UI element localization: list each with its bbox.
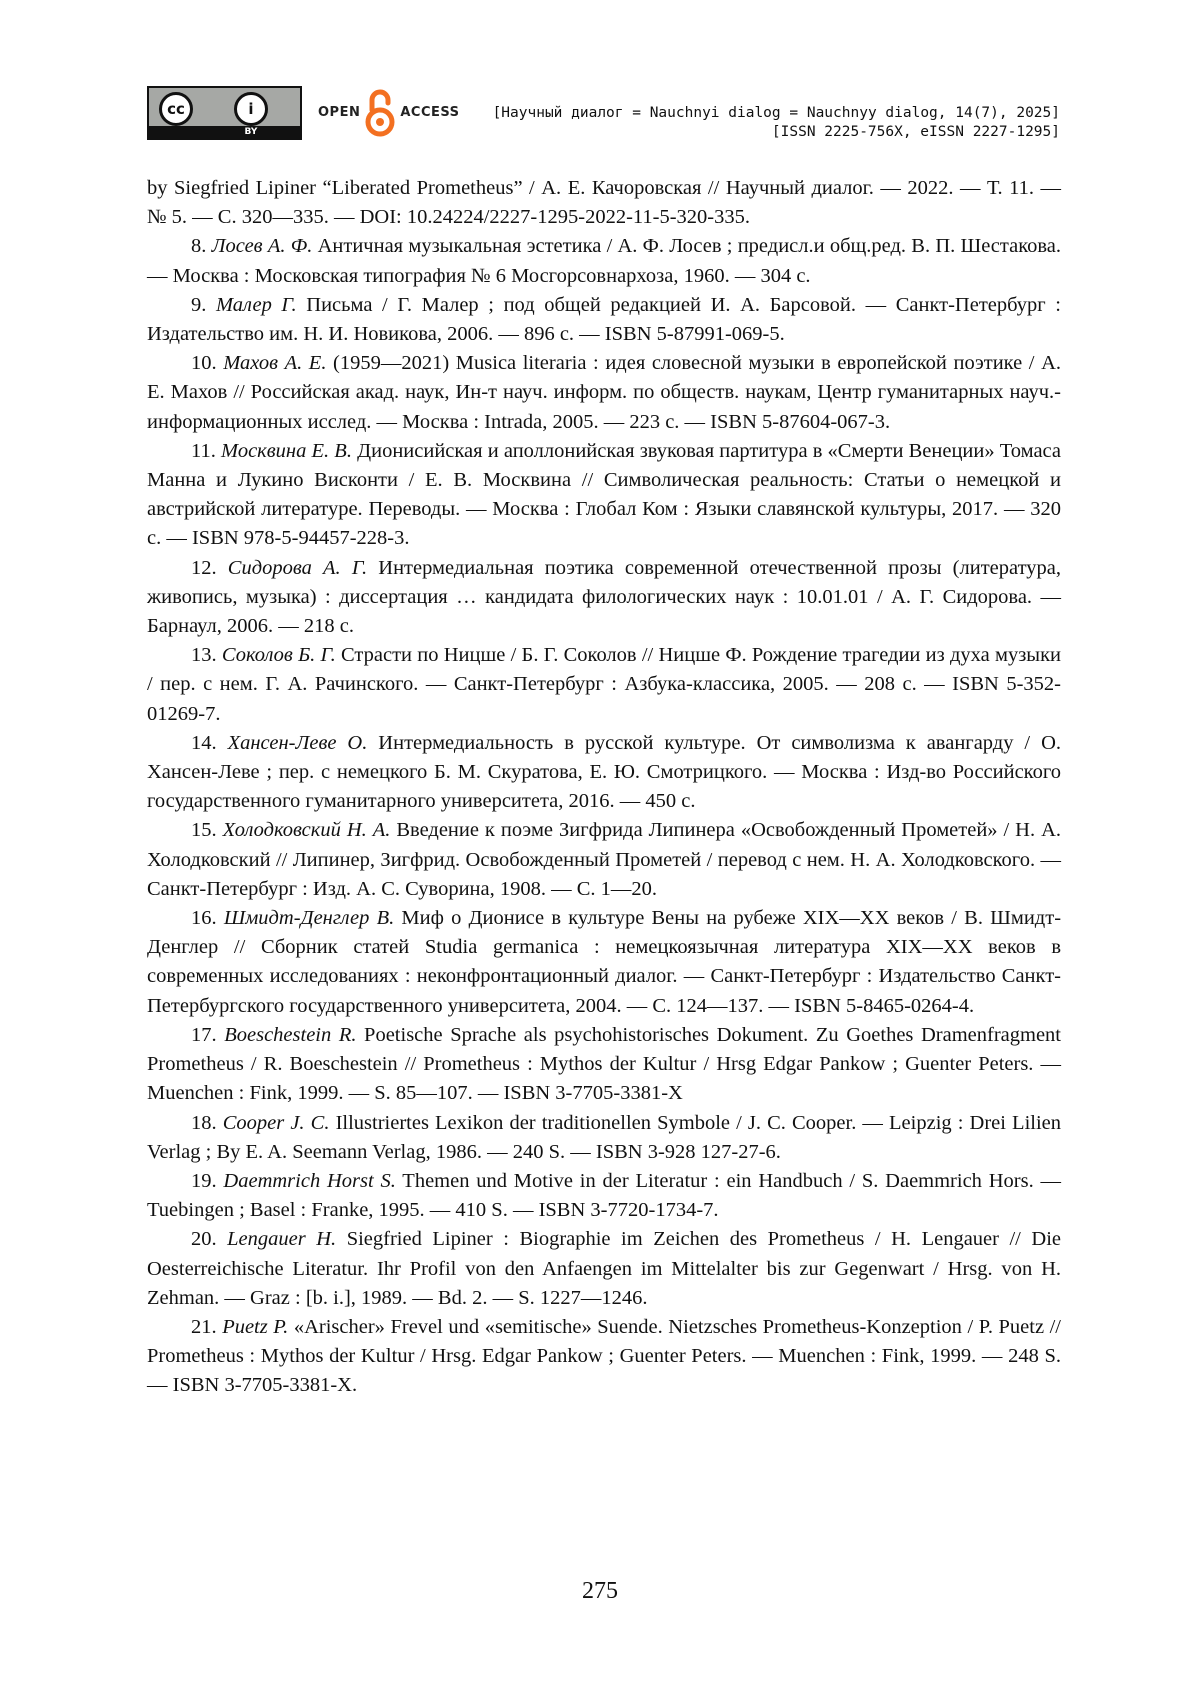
reference-entry	[147, 816, 1061, 904]
reference-text: Siegfried Lipiner : Biographie im Zeichen des Prometheus / H. Lengauer // Die Oesterreichische Literatur. Ihr Profil von den Anfaengen im Mittelalter bis zur Gegenwart / Hrsg. von H. Zehman. — Graz : [b. i.], 1989. — Bd. 2. — S. 1227—1246.	[147, 1228, 1061, 1309]
reference-author: Cooper J. C.	[222, 1111, 330, 1134]
reference-entry	[147, 729, 1061, 817]
reference-author: Малер Г.	[215, 293, 297, 316]
reference-number: 18.	[191, 1111, 217, 1134]
creative-commons-icon: cc	[159, 92, 193, 126]
reference-text: Античная музыкальная эстетика / А. Ф. Лосев ; предисл.и общ.ред. В. П. Шестакова. — Москва : Московская типография № 6 Мосгорсовнархоза, 1960. — 304 с.	[147, 235, 1062, 287]
reference-number: 10.	[191, 352, 217, 375]
reference-author: Daemmrich Horst S.	[223, 1169, 396, 1192]
reference-entry	[147, 1313, 1061, 1401]
reference-entry	[147, 291, 1061, 349]
page-number: 275	[582, 1578, 618, 1604]
reference-entry	[147, 437, 1061, 554]
reference-entry	[147, 554, 1061, 642]
reference-text: Письма / Г. Малер ; под общей редакцией И. А. Барсовой. — Санкт-Петербург : Издательство им. Н. И. Новикова, 2006. — 896 с. — ISBN 5-87991-069-5.	[147, 293, 1061, 346]
journal-issn: [ISSN 2225-756X, eISSN 2227-1295]	[771, 124, 1060, 140]
journal-citation: [Научный диалог = Nauchnyi dialog = Nauchnyy dialog, 14(7), 2025]	[492, 105, 1060, 121]
reference-entry	[147, 1225, 1061, 1313]
reference-author: Puetz P.	[222, 1315, 289, 1338]
open-access-lock-icon	[363, 86, 397, 138]
reference-text: Дионисийская и аполлонийская звуковая партитура в «Смерти Венеции» Томаса Манна и Лукино Висконти / Е. В. Москвина // Символическая реальность: Статьи о немецкой и австрийской литературе. Переводы. — Москва : Глобал Ком : Языки славянской культуры, 2017. — 320 с. — ISBN 978-5-94457-228-3.	[147, 439, 1061, 550]
reference-continuation: by Siegfried Lipiner “Liberated Prometheus” / А. Е. Качоровская // Научный диалог. — 2022. — Т. 11. — № 5. — С. 320—335. — DOI: 10.24224/2227-1295-2022-11-5-320-335.	[147, 177, 1061, 229]
reference-author: Lengauer H.	[227, 1228, 337, 1251]
reference-number: 8.	[191, 235, 207, 258]
open-access-logo	[318, 86, 460, 138]
reference-entry	[147, 232, 1061, 290]
reference-author: Москвина Е. В.	[221, 439, 352, 462]
attribution-icon: i	[234, 92, 268, 126]
reference-text: Введение к поэме Зигфрида Липинера «Освобожденный Прометей» / Н. А. Холодковский // Липинер, Зигфрид. Освобожденный Прометей / перевод с нем. Н. А. Холодковского. — Санкт-Петербург : Изд. А. С. Суворина, 1908. — С. 1—20.	[147, 819, 1062, 900]
reference-entry	[147, 641, 1061, 729]
license-label: BY	[244, 127, 258, 137]
reference-number: 12.	[191, 556, 217, 579]
reference-text: Themen und Motive in der Literatur : ein Handbuch / S. Daemmrich Hors. — Tuebingen ; Basel : Franke, 1995. — 410 S. — ISBN 3-7720-1734-7.	[147, 1169, 1061, 1222]
reference-list	[147, 174, 1061, 1401]
reference-author: Соколов Б. Г.	[221, 644, 336, 667]
reference-number: 21.	[191, 1315, 217, 1338]
reference-author: Сидорова А. Г.	[227, 556, 368, 579]
reference-author: Махов А. Е.	[223, 352, 327, 375]
reference-author: Boeschestein R.	[224, 1023, 357, 1046]
reference-number: 19.	[191, 1169, 217, 1192]
reference-entry	[147, 904, 1061, 1021]
journal-info	[493, 104, 1060, 142]
reference-text: (1959—2021) Musica literaria : идея словесной музыки в европейской поэтике / А. Е. Махов // Российская акад. наук, Ин-т науч. информ. по обществ. наукам, Центр гуманитарных науч.-информационных исслед. — Москва : Intrada, 2005. — 223 с. — ISBN 5-87604-067-3.	[147, 352, 1062, 433]
reference-text: «Arischer» Frevel und «semitische» Suende. Nietzsches Prometheus-Konzeption / P. Puetz // Prometheus : Mythos der Kultur / Hrsg. Edgar Pankow ; Guenter Peters. — Muenchen : Fink, 1999. — 248 S. — ISBN 3-7705-3381-X.	[147, 1315, 1062, 1397]
cc-by-license-badge	[147, 86, 302, 140]
reference-entry	[147, 1021, 1061, 1109]
reference-number: 17.	[191, 1023, 217, 1046]
reference-entry	[147, 349, 1061, 437]
reference-entry	[147, 1167, 1061, 1225]
reference-number: 15.	[191, 819, 217, 842]
reference-number: 20.	[191, 1228, 217, 1251]
reference-text: Poetische Sprache als psychohistorisches Dokument. Zu Goethes Dramenfragment Prometheus / R. Boeschestein // Prometheus : Mythos der Kultur / Hrsg Edgar Pankow ; Guenter Peters. — Muenchen : Fink, 1999. — S. 85—107. — ISBN 3-7705-3381-X	[147, 1023, 1061, 1105]
reference-text: Интермедиальность в русской культуре. От символизма к авангарду / О. Хансен-Леве ; пер. с немецкого Б. М. Скуратова, Е. Ю. Смотрицкого. — Москва : Изд-во Российского государственного гуманитарного университета, 2016. — 450 с.	[147, 731, 1062, 813]
reference-author: Холодковский Н. А.	[222, 819, 391, 842]
reference-number: 14.	[191, 731, 217, 754]
reference-number: 16.	[191, 907, 217, 930]
reference-text: Миф о Дионисе в культуре Вены на рубеже XIX—XX веков / В. Шмидт-Денглер // Сборник статей Studia germanica : немецкоязычная литература XIX—XX веков в современных исследованиях : неконфронтационный диалог. — Санкт-Петербург : Издательство Санкт-Петербургского государственного университета, 2004. — С. 124—137. — ISBN 5-8465-0264-4.	[147, 907, 1062, 1017]
reference-number: 9.	[191, 293, 207, 316]
reference-text: Интермедиальная поэтика современной отечественной прозы (литература, живопись, музыка) : диссертация … кандидата филологических наук : 10.01.01 / А. Г. Сидорова. — Барнаул, 2006. — 218 с.	[147, 556, 1061, 638]
reference-number: 11.	[191, 439, 216, 462]
reference-number: 13.	[191, 644, 217, 667]
license-bar	[149, 126, 300, 138]
reference-author: Хансен-Леве О.	[227, 731, 368, 754]
open-access-word-access: ACCESS	[400, 104, 460, 120]
reference-text: Illustriertes Lexikon der traditionellen Symbole / J. C. Cooper. — Leipzig : Drei Lilien Verlag ; By E. A. Seemann Verlag, 1986. — 240 S. — ISBN 3-928 127-27-6.	[147, 1111, 1062, 1163]
reference-author: Лосев А. Ф.	[211, 235, 313, 258]
reference-text: Страсти по Ницше / Б. Г. Соколов // Ницше Ф. Рождение трагедии из духа музыки / пер. с нем. Г. А. Рачинского. — Санкт-Петербург : Азбука-классика, 2005. — 208 с. — ISBN 5-352-01269-7.	[147, 644, 1061, 725]
reference-entry	[147, 1109, 1061, 1167]
reference-author: Шмидт-Денглер В.	[223, 907, 395, 930]
open-access-word-open: OPEN	[318, 104, 361, 120]
